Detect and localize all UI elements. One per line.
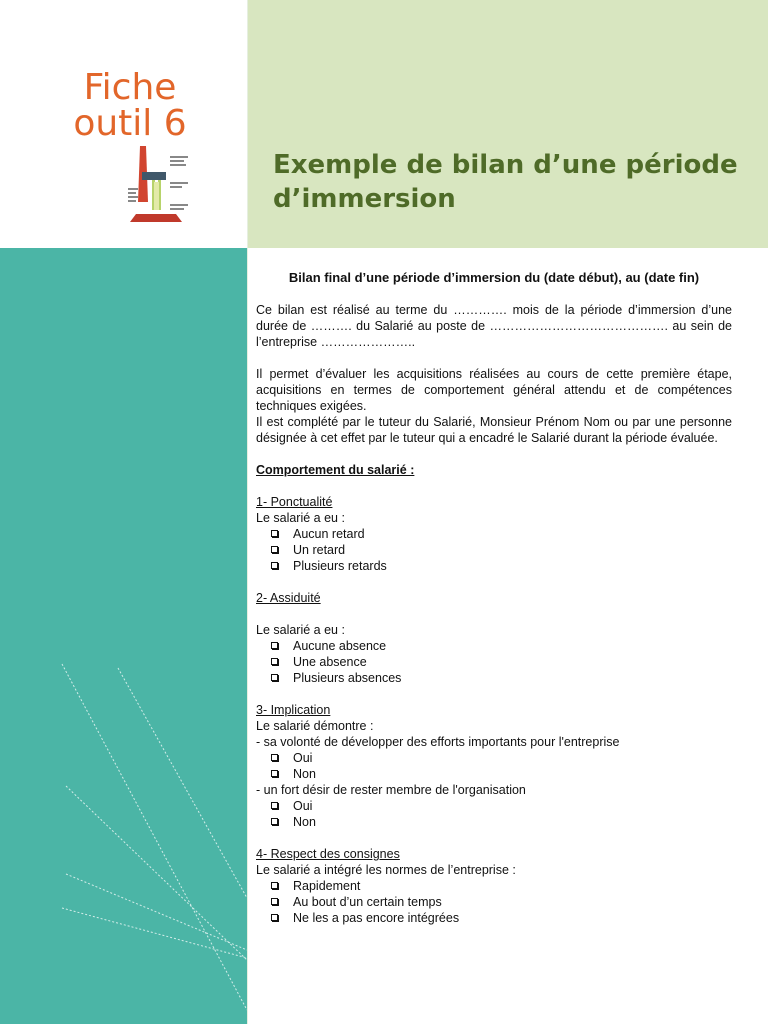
punctuality-intro: Le salarié a eu : — [256, 511, 345, 525]
checkbox-option[interactable] — [256, 526, 732, 542]
instructions-options — [256, 878, 732, 926]
option-label: Oui — [293, 799, 313, 813]
instructions-intro: Le salarié a intégré les normes de l’entreprise : — [256, 863, 516, 877]
checkbox-icon[interactable] — [271, 818, 278, 825]
checkbox-icon[interactable] — [271, 658, 278, 665]
checkbox-option[interactable] — [256, 558, 732, 574]
attendance-options — [256, 638, 732, 686]
checkbox-icon[interactable] — [271, 674, 278, 681]
checkbox-icon[interactable] — [271, 546, 278, 553]
checkbox-icon[interactable] — [271, 914, 278, 921]
intro-paragraph: Ce bilan est réalisé au terme du …………. mois de la période d’immersion d’une durée de ………. du Salarié au poste de ……………………………………. au sein de l’entreprise ………………….. — [256, 303, 732, 349]
involvement-q1-options — [256, 750, 732, 782]
page-title: Exemple de bilan d’une période d’immersion — [273, 150, 738, 214]
option-label: Plusieurs absences — [293, 671, 402, 685]
checkbox-option[interactable] — [256, 814, 732, 830]
option-label: Non — [293, 815, 316, 829]
option-label: Non — [293, 767, 316, 781]
option-label: Oui — [293, 751, 313, 765]
checkbox-option[interactable] — [256, 766, 732, 782]
decorative-rays — [0, 248, 247, 1024]
checkbox-icon[interactable] — [271, 754, 278, 761]
involvement-question-2: - un fort désir de rester membre de l'organisation — [256, 783, 526, 797]
tutor-paragraph: Il est complété par le tuteur du Salarié, Monsieur Prénom Nom ou par une personne désignée à cet effet par le tuteur qui a encadré le Salarié durant la période évaluée. — [256, 415, 732, 445]
checkbox-icon[interactable] — [271, 882, 278, 889]
document-heading: Bilan final d’une période d’immersion du (date début), au (date fin) — [288, 270, 700, 285]
checkbox-option[interactable] — [256, 910, 732, 926]
checkbox-icon[interactable] — [271, 770, 278, 777]
attendance-title: 2- Assiduité — [256, 591, 321, 605]
fiche-line-1: Fiche — [83, 67, 177, 108]
behaviour-section-title: Comportement du salarié : — [256, 463, 415, 477]
option-label: Plusieurs retards — [293, 559, 387, 573]
checkbox-option[interactable] — [256, 798, 732, 814]
involvement-question-1: - sa volonté de développer des efforts importants pour l'entreprise — [256, 735, 620, 749]
option-label: Un retard — [293, 543, 346, 557]
involvement-title: 3- Implication — [256, 703, 331, 717]
checkbox-icon[interactable] — [271, 802, 278, 809]
option-label: Rapidement — [293, 879, 361, 893]
fiche-label — [40, 67, 220, 144]
wind-turbine-diagram-icon — [126, 142, 196, 224]
option-label: Aucune absence — [293, 639, 387, 653]
attendance-intro: Le salarié a eu : — [256, 623, 345, 637]
decorative-teal-band — [0, 248, 247, 1024]
checkbox-icon[interactable] — [271, 562, 278, 569]
checkbox-option[interactable] — [256, 542, 732, 558]
involvement-q2-options — [256, 798, 732, 830]
fiche-line-2: outil 6 — [73, 103, 187, 144]
punctuality-options — [256, 526, 732, 574]
vertical-divider — [247, 0, 248, 1024]
option-label: Une absence — [293, 655, 367, 669]
document-body — [256, 270, 732, 926]
checkbox-icon[interactable] — [271, 642, 278, 649]
option-label: Aucun retard — [293, 527, 365, 541]
option-label: Au bout d’un certain temps — [293, 895, 442, 909]
checkbox-option[interactable] — [256, 654, 732, 670]
purpose-paragraph: Il permet d’évaluer les acquisitions réalisées au cours de cette première étape, acquisitions en termes de comportement général attendu et de compétences techniques exigées. — [256, 367, 732, 413]
instructions-title: 4- Respect des consignes — [256, 847, 400, 861]
checkbox-option[interactable] — [256, 670, 732, 686]
checkbox-icon[interactable] — [271, 530, 278, 537]
punctuality-title: 1- Ponctualité — [256, 495, 333, 509]
checkbox-option[interactable] — [256, 894, 732, 910]
involvement-intro: Le salarié démontre : — [256, 719, 374, 733]
checkbox-option[interactable] — [256, 750, 732, 766]
checkbox-option[interactable] — [256, 878, 732, 894]
checkbox-icon[interactable] — [271, 898, 278, 905]
checkbox-option[interactable] — [256, 638, 732, 654]
option-label: Ne les a pas encore intégrées — [293, 911, 460, 925]
